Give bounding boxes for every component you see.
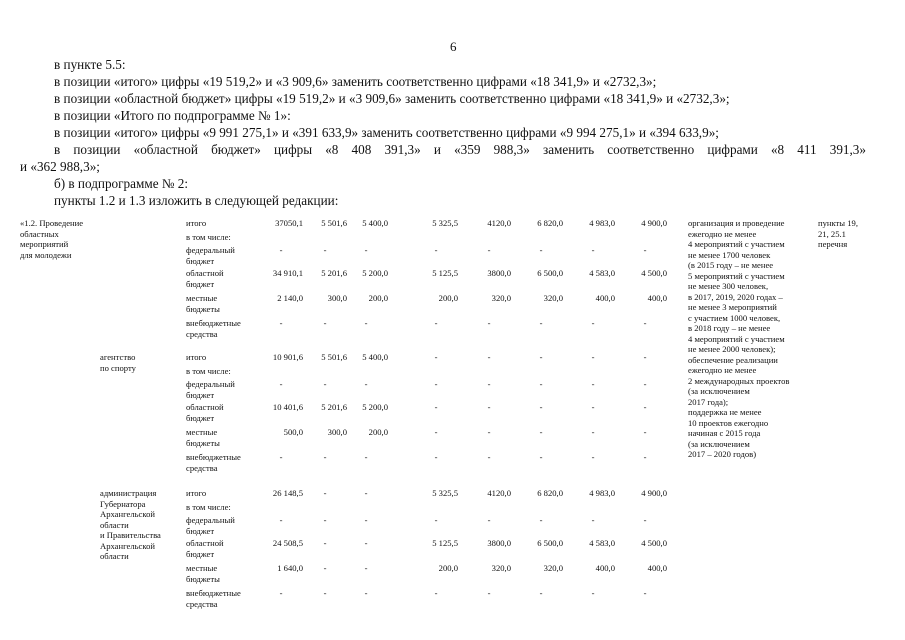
funding-cell: 4120,0 [487,488,511,498]
funding-cell: 5 400,0 [362,218,388,228]
text-line-7: и «362 988,3»; [20,159,100,174]
measure-name: «1.2. Проведение областных мероприятий для молодежи [20,218,84,260]
funding-cell: 4 900,0 [641,218,667,228]
text-line-1: в пункте 5.5: [54,57,126,72]
funding-row-label: итого [186,218,207,228]
funding-cell: - [591,452,595,462]
funding-cell: 400,0 [647,293,667,303]
funding-cell: - [434,379,438,389]
funding-cell: 5 325,5 [432,218,458,228]
funding-cell: 6 820,0 [537,218,563,228]
funding-cell: - [643,427,647,437]
funding-cell: - [539,402,543,412]
funding-cell: - [323,488,327,498]
funding-cell: - [323,563,327,573]
funding-row-label: в том числе: [186,502,231,512]
text-line-9: пункты 1.2 и 1.3 изложить в следующей редакции: [54,193,339,208]
funding-cell: 4 983,0 [589,488,615,498]
funding-cell: 500,0 [283,427,303,437]
funding-cell: 300,0 [327,293,347,303]
funding-cell: 320,0 [491,293,511,303]
funding-cell: 4 500,0 [641,538,667,548]
funding-row-label: итого [186,352,207,362]
expected-results: организация и проведение ежегодно не менее 4 мероприятий с участием не менее 1700 человек (в 2015 году – не менее 5 мероприятий с участием не менее 300 человек, в 2017, 2019, 2020 годах – не менее 3 мероприятий с участием 1000 человек, в 2018 году – не менее 4 мероприятий с участием не менее 2000 человек); обеспечение реализации ежегодно не менее 2 международных проектов (за исключением 2017 года); поддержка не менее 10 проектов ежегодно начиная с 2015 года (за исключением 2017 – 2020 годов) [688,218,790,459]
funding-cell: - [323,245,327,255]
funding-cell: - [364,538,368,548]
funding-cell: - [434,515,438,525]
funding-cell: - [434,318,438,328]
funding-cell: 4120,0 [487,218,511,228]
funding-cell: 5 501,6 [321,218,347,228]
funding-cell: - [364,563,368,573]
funding-cell: 4 583,0 [589,538,615,548]
funding-cell: 5 200,0 [362,402,388,412]
funding-cell: - [643,515,647,525]
funding-cell: - [487,515,491,525]
funding-cell: 200,0 [368,293,388,303]
funding-cell: - [364,488,368,498]
funding-cell: - [539,515,543,525]
funding-cell: 4 583,0 [589,268,615,278]
funding-cell: 320,0 [543,563,563,573]
funding-cell: - [434,352,438,362]
funding-row-label: областной бюджет [186,402,224,423]
funding-cell: 400,0 [647,563,667,573]
funding-cell: - [591,427,595,437]
funding-cell: - [487,379,491,389]
funding-cell: - [591,318,595,328]
funding-cell: - [279,515,283,525]
funding-row-label: местные бюджеты [186,427,220,448]
funding-cell: 4 900,0 [641,488,667,498]
executor-governor-administration: администрация Губернатора Архангельской области и Правительства Архангельской области [100,488,161,561]
funding-cell: - [279,379,283,389]
funding-cell: 26 148,5 [272,488,303,498]
funding-cell: 10 901,6 [272,352,303,362]
text-line-4: в позиции «Итого по подпрограмме № 1»: [54,108,291,123]
funding-cell: - [279,452,283,462]
text-line-8: б) в подпрограмме № 2: [54,176,188,191]
funding-cell: - [487,318,491,328]
funding-cell: - [487,402,491,412]
funding-cell: 3800,0 [487,268,511,278]
funding-cell: - [539,318,543,328]
funding-cell: 5 125,5 [432,538,458,548]
funding-cell: - [591,402,595,412]
funding-cell: - [591,515,595,525]
funding-cell: 2 140,0 [277,293,303,303]
funding-cell: - [323,588,327,598]
funding-cell: 400,0 [595,563,615,573]
executor-sport-agency: агентство по спорту [100,352,136,373]
funding-cell: - [364,515,368,525]
funding-cell: - [539,379,543,389]
funding-cell: - [323,515,327,525]
funding-row-label: федеральный бюджет [186,245,235,266]
funding-cell: 4 500,0 [641,268,667,278]
funding-cell: - [323,452,327,462]
funding-cell: 37050,1 [275,218,303,228]
funding-cell: 320,0 [491,563,511,573]
funding-row-label: федеральный бюджет [186,515,235,536]
funding-cell: 6 500,0 [537,538,563,548]
funding-cell: - [323,318,327,328]
funding-row-label: местные бюджеты [186,293,220,314]
funding-row-label: областной бюджет [186,268,224,289]
funding-cell: 5 325,5 [432,488,458,498]
funding-cell: 4 983,0 [589,218,615,228]
list-items-ref: пункты 19, 21, 25.1 перечня [818,218,858,249]
funding-cell: - [591,352,595,362]
funding-cell: 34 910,1 [272,268,303,278]
funding-cell: - [539,452,543,462]
text-line-6: в позиции «областной бюджет» цифры «8 408 391,3» и «359 988,3» заменить соответственно цифрами «8 411 391,3» [54,142,866,157]
funding-cell: - [487,427,491,437]
funding-cell: 5 201,6 [321,402,347,412]
funding-cell: - [323,379,327,389]
funding-cell: 5 125,5 [432,268,458,278]
funding-cell: 1 640,0 [277,563,303,573]
funding-cell: - [364,318,368,328]
funding-cell: - [591,245,595,255]
funding-cell: - [434,245,438,255]
funding-cell: - [434,402,438,412]
funding-cell: 320,0 [543,293,563,303]
funding-cell: 200,0 [368,427,388,437]
funding-cell: - [279,588,283,598]
funding-cell: - [591,588,595,598]
funding-cell: 5 400,0 [362,352,388,362]
funding-cell: - [279,318,283,328]
funding-row-label: внебюджетные средства [186,588,241,609]
funding-cell: - [643,402,647,412]
funding-cell: - [643,588,647,598]
funding-cell: - [487,452,491,462]
funding-row-label: местные бюджеты [186,563,220,584]
page-number: 6 [450,39,457,54]
funding-cell: 24 508,5 [272,538,303,548]
funding-cell: - [643,379,647,389]
funding-cell: - [643,245,647,255]
funding-cell: 6 820,0 [537,488,563,498]
funding-row-label: областной бюджет [186,538,224,559]
funding-cell: - [279,245,283,255]
funding-cell: - [539,588,543,598]
funding-cell: - [643,318,647,328]
text-line-5: в позиции «итого» цифры «9 991 275,1» и «391 633,9» заменить соответственно цифрами «9 994 275,1» и «394 633,9»; [54,125,719,140]
funding-cell: - [487,245,491,255]
funding-row-label: в том числе: [186,232,231,242]
funding-cell: 10 401,6 [272,402,303,412]
funding-cell: 5 501,6 [321,352,347,362]
funding-row-label: внебюджетные средства [186,452,241,473]
funding-cell: - [434,452,438,462]
funding-cell: 5 201,6 [321,268,347,278]
funding-cell: - [643,352,647,362]
funding-cell: - [591,379,595,389]
funding-cell: - [487,588,491,598]
funding-cell: - [539,427,543,437]
funding-cell: - [539,352,543,362]
funding-cell: 300,0 [327,427,347,437]
funding-cell: - [364,588,368,598]
funding-cell: - [643,452,647,462]
funding-cell: - [323,538,327,548]
funding-row-label: федеральный бюджет [186,379,235,400]
funding-row-label: в том числе: [186,366,231,376]
funding-cell: - [364,245,368,255]
funding-cell: - [364,379,368,389]
funding-row-label: внебюджетные средства [186,318,241,339]
funding-cell: 3800,0 [487,538,511,548]
funding-cell: 6 500,0 [537,268,563,278]
text-line-2: в позиции «итого» цифры «19 519,2» и «3 909,6» заменить соответственно цифрами «18 341,9» и «2732,3»; [54,74,657,89]
funding-row-label: итого [186,488,207,498]
funding-cell: - [434,427,438,437]
funding-cell: - [434,588,438,598]
funding-cell: 200,0 [438,293,458,303]
funding-cell: 5 200,0 [362,268,388,278]
funding-cell: 200,0 [438,563,458,573]
funding-cell: 400,0 [595,293,615,303]
text-line-3: в позиции «областной бюджет» цифры «19 519,2» и «3 909,6» заменить соответственно цифрами «18 341,9» и «2732,3»; [54,91,730,106]
funding-cell: - [539,245,543,255]
funding-cell: - [364,452,368,462]
funding-cell: - [487,352,491,362]
